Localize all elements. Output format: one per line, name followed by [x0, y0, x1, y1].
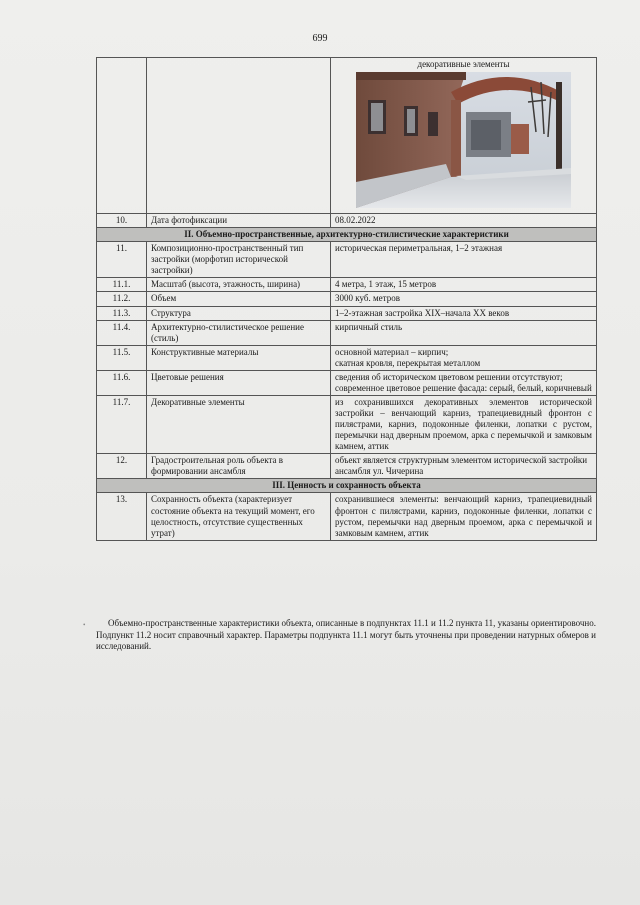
- row-label: Масштаб (высота, этажность, ширина): [147, 278, 331, 292]
- row-label: Конструктивные материалы: [147, 345, 331, 370]
- row-value: историческая периметральная, 1–2 этажная: [331, 242, 597, 278]
- row-value: сохранившиеся элементы: венчающий карниз, трапециевидный фронтон с пилястрами, карниз, подоконные филенки, лопатки с рустом, перемычки над дверным проемом, арка с перемычкой и замковым камнем, аттик: [331, 493, 597, 540]
- photo-cell: [331, 58, 597, 214]
- row-number: 11.6.: [97, 370, 147, 395]
- row-number: 13.: [97, 493, 147, 540]
- building-photo: [356, 72, 571, 208]
- row-label: Градостроительная роль объекта в формировании ансамбля: [147, 454, 331, 479]
- value-line: современное цветовое решение фасада: серый, белый, коричневый: [335, 382, 592, 393]
- row-value: 4 метра, 1 этаж, 15 метров: [331, 278, 597, 292]
- table-row: [97, 292, 597, 306]
- table-row: [97, 278, 597, 292]
- row-label: Декоративные элементы: [147, 395, 331, 453]
- table-row: [97, 454, 597, 479]
- row-value: 1–2-этажная застройка XIX–начала XX веков: [331, 306, 597, 320]
- table-row: [97, 242, 597, 278]
- photo-caption: декоративные элементы: [417, 59, 510, 69]
- row-value: 3000 куб. метров: [331, 292, 597, 306]
- row-label: Цветовые решения: [147, 370, 331, 395]
- table-row: [97, 493, 597, 540]
- row-value: 08.02.2022: [331, 214, 597, 228]
- row-number: 11.1.: [97, 278, 147, 292]
- row-label: Дата фотофиксации: [147, 214, 331, 228]
- margin-mark: •: [83, 621, 86, 629]
- row-value: [331, 370, 597, 395]
- section-title: III. Ценность и сохранность объекта: [97, 479, 597, 493]
- value-line: скатная кровля, перекрытая металлом: [335, 357, 481, 368]
- row-label: Структура: [147, 306, 331, 320]
- page-number: 699: [312, 33, 328, 44]
- row-value: из сохранившихся декоративных элементов исторической застройки – венчающий карниз, трапециевидный фронтон с пилястрами, карниз, подоконные филенки, лопатки с рустом, перемычки над дверным проемом, арка с перемычкой и замковым камнем, аттик: [331, 395, 597, 453]
- value-line: основной материал – кирпич;: [335, 346, 449, 357]
- section-header-row: [97, 479, 597, 493]
- table-row: [97, 395, 597, 453]
- footnote: Объемно-пространственные характеристики объекта, описанные в подпунктах 11.1 и 11.2 пункта 11, указаны ориентировочно. Подпункт 11.2 носит справочный характер. Параметры подпункта 11.1 могут быть уточнены при проведении натурных обмеров и исследований.: [96, 618, 596, 652]
- table-row: [97, 306, 597, 320]
- characteristics-table: [96, 57, 597, 541]
- row-value: кирпичный стиль: [331, 320, 597, 345]
- table-row: [97, 370, 597, 395]
- table-row-photo: [97, 58, 597, 214]
- row-number: 11.: [97, 242, 147, 278]
- row-number: 11.4.: [97, 320, 147, 345]
- section-header-row: [97, 228, 597, 242]
- row-number: 11.7.: [97, 395, 147, 453]
- row-label: Композиционно-пространственный тип застройки (морфотип исторической застройки): [147, 242, 331, 278]
- row-label: Сохранность объекта (характеризует состояние объекта на текущий момент, его целостность, отсутствие существенных утрат): [147, 493, 331, 540]
- value-line: сведения об историческом цветовом решении отсутствуют;: [335, 371, 563, 382]
- section-title: II. Объемно-пространственные, архитектурно-стилистические характеристики: [97, 228, 597, 242]
- row-number: 11.3.: [97, 306, 147, 320]
- empty-cell: [147, 58, 331, 214]
- row-value: объект является структурным элементом исторической застройки ансамбля ул. Чичерина: [331, 454, 597, 479]
- table-row: [97, 320, 597, 345]
- row-label: Архитектурно-стилистическое решение (стиль): [147, 320, 331, 345]
- row-value: [331, 345, 597, 370]
- table-row: [97, 345, 597, 370]
- empty-cell: [97, 58, 147, 214]
- row-number: 11.5.: [97, 345, 147, 370]
- table-row: [97, 214, 597, 228]
- row-number: 12.: [97, 454, 147, 479]
- row-number: 11.2.: [97, 292, 147, 306]
- row-number: 10.: [97, 214, 147, 228]
- row-label: Объем: [147, 292, 331, 306]
